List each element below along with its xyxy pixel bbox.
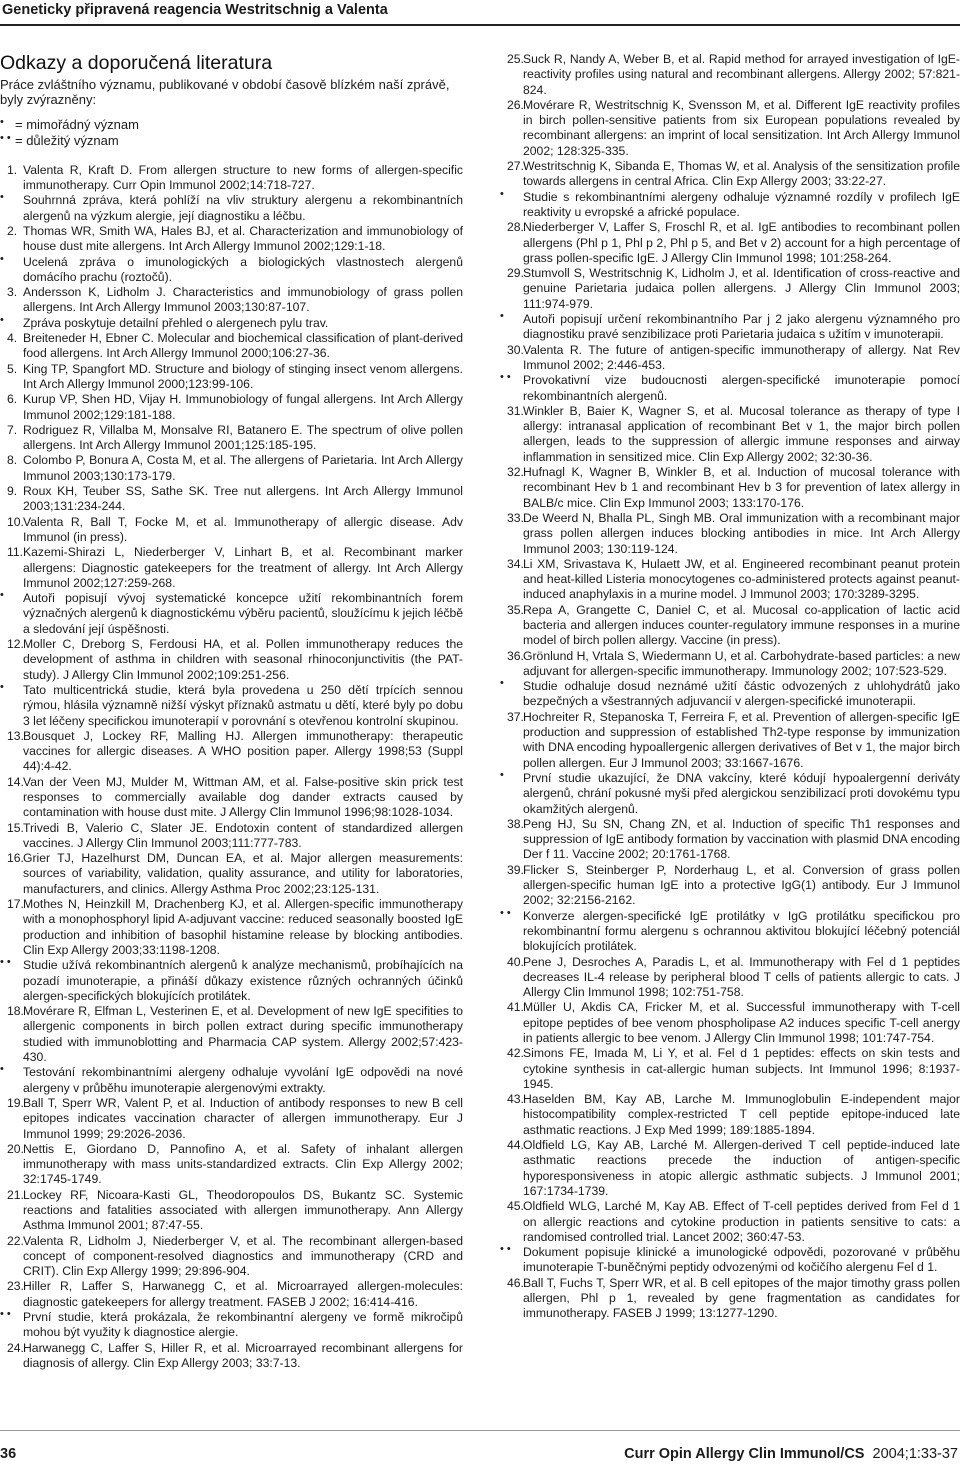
reference-number: 39.	[507, 862, 524, 877]
reference-entry	[0, 1096, 463, 1142]
reference-entry	[500, 1199, 960, 1245]
reference-number: 44.	[507, 1138, 524, 1153]
bullet-icon: •	[500, 310, 504, 323]
reference-entry	[0, 1279, 463, 1310]
reference-text: Movérare R, Elfman L, Vesterinen E, et al. Development of new IgE specifities to allergenic components in birch pollen extract during specific immunotherapy studied with immunoblotting and Pharmacia CAP system. Allergy 2002;57:423-430.	[23, 1004, 463, 1065]
reference-entry	[0, 1234, 463, 1280]
reference-text: Winkler B, Baier K, Wagner S, et al. Mucosal tolerance as therapy of type I allergy: intranasal application of recombinant Bet v 1, the major birch pollen allergen, leads to the suppression of allergic immune responses and airway inflammation in sensitized mice. Clin Exp Allergy 2002; 32:30-36.	[523, 403, 960, 464]
reference-number: 6.	[7, 392, 18, 407]
reference-text: Rodriguez R, Villalba M, Monsalve RI, Batanero E. The spectrum of olive pollen allergens. Int Arch Allergy Immunol 2001;125:185-195.	[23, 422, 463, 453]
reference-text: King TP, Spangfort MD. Structure and biology of stinging insect venom allergens. Int Arch Allergy Immunol 2000;123:99-106.	[23, 361, 463, 391]
double-bullet-icon: • •	[0, 131, 11, 144]
legend-label: = mimořádný význam	[15, 117, 139, 133]
reference-entry	[500, 98, 960, 159]
reference-text: Hiller R, Laffer S, Harwanegg C, et al. Microarrayed allergen-molecules: diagnostic gatekeepers for allergy treatment. FASEB J 2002; 16:414-416.	[23, 1279, 463, 1309]
significance-legend	[0, 117, 463, 147]
journal-volume: 2004;1:33-37	[872, 1446, 958, 1462]
reference-text: Oldfield WLG, Larché M, Kay AB. Effect of T-cell peptides derived from Fel d 1 on allergic reactions and cytokine production in patients sensitive to cats: a randomised controlled trial. Lancet 2002; 360:47-53.	[523, 1199, 960, 1244]
annotation-note	[0, 680, 463, 729]
reference-text: Hochreiter R, Stepanoska T, Ferreira F, et al. Prevention of allergen-specific IgE production and suppression of established Th2-type response by immunization with DNA encoding hypoallergenic allergen derivatives of Bet v 1, the major birch pollen allergen. Eur J Immunol 2003; 33:1667-1676.	[523, 709, 960, 770]
annotation-note	[500, 1245, 960, 1276]
reference-number: 8.	[7, 453, 18, 468]
reference-entry	[500, 603, 960, 649]
reference-number: 18.	[7, 1004, 24, 1019]
annotation-text: První studie, která prokázala, že rekombinantní alergeny ve formě mikročipů mohou být využity k diagnostice alergie.	[23, 1310, 463, 1340]
reference-number: 25.	[507, 52, 524, 66]
annotation-note	[500, 187, 960, 221]
reference-entry	[500, 649, 960, 680]
bullet-icon: •	[0, 589, 4, 602]
annotation-text: Testování rekombinantními alergeny odhaluje vyvolání IgE odpovědi na nové alergeny v průběhu imunoterapie alergenovými extrakty.	[23, 1065, 463, 1095]
bullet-icon: •	[0, 252, 4, 265]
reference-number: 30.	[507, 342, 524, 357]
annotation-text: Tato multicentrická studie, která byla provedena u 250 dětí trpících sennou rýmou, hlásila významně nižší výskyt příznaků astmatu u dětí, které byly po dobu 3 let léčeny specifickou imunoterapií v porovnání s otevřenou kontrolní skupinou.	[23, 682, 463, 728]
reference-number: 46.	[507, 1275, 524, 1290]
reference-entry	[500, 465, 960, 511]
annotation-text: Studie s rekombinantními alergeny odhaluje významné rozdíly v profilech IgE reaktivity u evropské a africké populace.	[523, 189, 960, 219]
reference-text: De Weerd N, Bhalla PL, Singh MB. Oral immunization with a recombinant major grass pollen allergen induces blocking antibodies in mice. Int Arch Allergy Immunol 2003; 130:119-124.	[523, 510, 960, 556]
reference-text: Valenta R, Lidholm J, Niederberger V, et al. The recombinant allergen-based concept of component-resolved diagnostics and immunotherapy (CRD and CRIT). Clin Exp Allergy 1999; 29:896-904.	[23, 1233, 463, 1279]
reference-number: 34.	[507, 556, 524, 571]
reference-list-left	[0, 163, 463, 1371]
reference-number: 35.	[507, 602, 524, 617]
legend-row	[0, 133, 463, 148]
double-bullet-icon: • •	[0, 1308, 11, 1321]
reference-text: Van der Veen MJ, Mulder M, Wittman AM, et al. False-positive skin prick test responses to commercially available dog dander extracts caused by contamination with house dust mite. J Allergy Clin Immunol 1996;98:1028-1034.	[23, 774, 463, 820]
annotation-note	[0, 1310, 463, 1341]
annotation-text: První studie ukazující, že DNA vakcíny, které kódují hypoalergenní deriváty alergenů, chrání pokusné myši před alergickou senzibilizací proti dovokému typu okamžitých alergenů.	[523, 770, 960, 816]
legend-label: = důležitý význam	[15, 132, 119, 148]
reference-text: Valenta R. The future of antigen-specific immunotherapy of allergy. Nat Rev Immunol 2002; 2:446-453.	[523, 342, 960, 372]
reference-number: 40.	[507, 954, 524, 969]
page-number: 36	[0, 1446, 17, 1462]
annotation-note	[0, 193, 463, 224]
footer-rule	[0, 1430, 960, 1431]
reference-number: 27.	[507, 159, 524, 174]
reference-text: Ball T, Sperr WR, Valent P, et al. Induction of antibody responses to new B cell epitopes indicates vaccination character of allergen immunotherapy. Eur J Immunol 1999; 29:2026-2036.	[23, 1095, 463, 1141]
reference-entry	[0, 545, 463, 591]
reference-number: 33.	[507, 510, 524, 525]
reference-entry	[0, 362, 463, 393]
reference-entry	[500, 220, 960, 266]
reference-text: Valenta R, Ball T, Focke M, et al. Immunotherapy of allergic disease. Adv Immunol (in press).	[23, 514, 463, 544]
header-title: Geneticky připravená reagencia Westritschnig a Valenta	[2, 2, 388, 18]
reference-entry	[500, 343, 960, 374]
reference-entry	[0, 1004, 463, 1065]
bullet-icon: •	[0, 1063, 4, 1076]
reference-text: Pene J, Desroches A, Paradis L, et al. Immunotherapy with Fel d 1 peptides decreases IL-4 release by peripheral blood T cells of patients allergic to cats. J Allergy Clin Immunol 1998; 102:751-758.	[523, 954, 960, 1000]
reference-number: 26.	[507, 97, 524, 112]
reference-entry	[0, 821, 463, 852]
annotation-note	[0, 313, 463, 331]
annotation-text: Dokument popisuje klinické a imunologické odpovědi, pozorované v průběhu imunoterapie T-buněčnými peptidy odvozenými od kočičího alergenu Fel d 1.	[523, 1245, 960, 1275]
annotation-note	[500, 768, 960, 817]
annotation-note	[500, 373, 960, 404]
reference-text: Bousquet J, Lockey RF, Malling HJ. Allergen immunotherapy: therapeutic vaccines for allergic diseases. A WHO position paper. Allergy 1998;53 (Suppl 44):4-42.	[23, 728, 463, 774]
annotation-text: Konverze alergen-specifické IgE protilátky v IgG protilátku specifickou pro rekombinantní formu alergenu s ochrannou aktivitou blokující léčebný potenciál blokujících protilátek.	[523, 908, 960, 954]
reference-text: Niederberger V, Laffer S, Froschl R, et al. IgE antibodies to recombinant pollen allergens (Phl p 1, Phl p 2, Phl p 5, and Bet v 2) account for a high percentage of grass pollen-specific IgE. J Allergy Clin Immunol 1998; 101:258-264.	[523, 220, 960, 265]
reference-entry	[0, 1341, 463, 1372]
annotation-note	[0, 252, 463, 286]
reference-text: Li XM, Srivastava K, Hulaett JW, et al. Engineered recombinant peanut protein and heat-killed Listeria monocytogenes co-administered protects against peanut-induced anaphylaxis in a murine model. J Immunol 2003; 170:3289-3295.	[523, 556, 960, 602]
reference-number: 17.	[7, 897, 24, 912]
reference-number: 20.	[7, 1141, 24, 1156]
bullet-icon: •	[500, 187, 504, 200]
reference-entry	[0, 775, 463, 821]
reference-number: 31.	[507, 403, 524, 418]
reference-text: Simons FE, Imada M, Li Y, et al. Fel d 1 peptides: effects on skin tests and cytokine synthesis in cat-allergic human subjects. Int Immunol 1996; 8:1937-1945.	[523, 1046, 960, 1091]
reference-text: Grönlund H, Vrtala S, Wiedermann U, et al. Carbohydrate-based particles: a new adjuvant for allergen-specific immunotherapy. Immunology 2002; 107:523-529.	[523, 648, 960, 678]
section-intro: Práce zvláštního významu, publikované v období časově blízkém naší zprávě, byly zvýrazněny:	[0, 77, 450, 108]
journal-citation	[624, 1446, 958, 1462]
reference-text: Andersson K, Lidholm J. Characteristics and immunobiology of grass pollen allergens. Int Arch Allergy Immunol 2003;130:87-107.	[23, 285, 463, 315]
reference-text: Westritschnig K, Sibanda E, Thomas W, et al. Analysis of the sensitization profile towards allergens in central Africa. Clin Exp Allergy 2003; 33:22-27.	[523, 159, 960, 189]
reference-number: 9.	[7, 484, 18, 499]
reference-entry	[500, 159, 960, 190]
reference-text: Müller U, Akdis CA, Fricker M, et al. Successful immunotherapy with T-cell epitope peptides of bee venom phospholipase A2 induces specific T-cell anergy in patients allergic to bee venom. J Allergy Clin Immunol 1998; 101:747-754.	[523, 1000, 960, 1045]
journal-name: Curr Opin Allergy Clin Immunol/CS	[624, 1446, 865, 1462]
reference-number: 43.	[507, 1092, 524, 1107]
reference-number: 23.	[7, 1279, 24, 1294]
reference-text: Movérare R, Westritschnig K, Svensson M, et al. Different IgE reactivity profiles in birch pollen-sensitive patients from six European populations revealed by recombinant allergens: an imprint of local sensitization. Int Arch Allergy Immunol 2002; 128:325-335.	[523, 97, 960, 158]
reference-number: 45.	[507, 1199, 524, 1214]
reference-number: 5.	[7, 361, 18, 376]
annotation-text: Ucelená zpráva o imunologických a biologických vlastnostech alergenů domácího prachu (roztočů).	[23, 254, 463, 284]
reference-entry	[500, 863, 960, 909]
reference-text: Breiteneder H, Ebner C. Molecular and biochemical classification of plant-derived food allergens. Int Arch Allergy Immunol 2000;106:27-36.	[23, 331, 463, 361]
reference-text: Roux KH, Teuber SS, Sathe SK. Tree nut allergens. Int Arch Allergy Immunol 2003;131:234-244.	[23, 484, 463, 514]
reference-text: Mothes N, Heinzkill M, Drachenberg KJ, et al. Allergen-specific immunotherapy with a monophosphoryl lipid A-adjuvant vaccine: reduced seasonally boosted IgE production and inhibition of basophil histamine release by blocking antibodies. Clin Exp Allergy 2003;33:1198-1208.	[23, 897, 463, 957]
annotation-text: Autoři popisují určení rekombinantního Par j 2 jako alergenu významného pro diagnostiku pravé senzibilizace proti Parietaria judaica s užitím v imunoterapii.	[523, 312, 960, 342]
reference-entry	[500, 404, 960, 465]
reference-text: Hufnagl K, Wagner B, Winkler B, et al. Induction of mucosal tolerance with recombinant Hev b 1 and recombinant Hev b 3 for prevention of latex allergy in BALB/c mice. Clin Exp Immunol 2003; 133:170-176.	[523, 465, 960, 510]
reference-text: Ball T, Fuchs T, Sperr WR, et al. B cell epitopes of the major timothy grass pollen allergen, Phl p 1, revealed by gene fragmentation as candidates for immunotherapy. FASEB J 1999; 13:1277-1290.	[523, 1275, 960, 1321]
bullet-icon: •	[500, 677, 504, 690]
reference-entry	[500, 1092, 960, 1138]
annotation-note	[500, 679, 960, 710]
reference-number: 29.	[507, 266, 524, 281]
reference-number: 7.	[7, 422, 18, 437]
reference-entry	[0, 637, 463, 683]
reference-number: 36.	[507, 648, 524, 663]
running-header	[0, 0, 960, 26]
right-column	[500, 52, 960, 1322]
reference-entry	[500, 1138, 960, 1199]
reference-entry	[0, 1142, 463, 1188]
reference-number: 21.	[7, 1187, 24, 1202]
annotation-text: Souhrnná zpráva, která pohlíží na vliv struktury alergenu a rekombinantních alergenů na výzkum alergie, její diagnostiku a léčbu.	[23, 193, 463, 223]
reference-text: Flicker S, Steinberger P, Norderhaug L, et al. Conversion of grass pollen allergen-specific human IgE into a protective IgG(1) antibody. Eur J Immunol 2002; 32:2156-2162.	[523, 862, 960, 908]
reference-number: 24.	[7, 1340, 24, 1355]
bullet-icon: •	[0, 680, 4, 693]
annotation-text: Provokativní vize budoucnosti alergen-specifické imunoterapie pomocí rekombinantních alergenů.	[523, 373, 960, 403]
reference-entry	[0, 163, 463, 194]
annotation-text: Studie odhaluje dosud neznámé užití částic odvozených z uhlohydrátů jako bezpečných a všestranných adjuvancií v alergen-specifické imunoterapii.	[523, 679, 960, 709]
reference-entry	[0, 331, 463, 362]
reference-number: 41.	[507, 1000, 524, 1015]
reference-entry	[500, 1000, 960, 1046]
reference-entry	[500, 817, 960, 863]
reference-number: 12.	[7, 637, 24, 652]
reference-number: 14.	[7, 774, 24, 789]
reference-number: 3.	[7, 285, 18, 300]
reference-entry	[500, 1046, 960, 1092]
reference-entry	[500, 52, 960, 98]
reference-entry	[0, 515, 463, 546]
reference-entry	[0, 453, 463, 484]
double-bullet-icon: • •	[500, 371, 511, 384]
section-title: Odkazy a doporučená literatura	[0, 52, 273, 74]
annotation-note	[0, 1065, 463, 1096]
reference-number: 37.	[507, 709, 524, 724]
double-bullet-icon: • •	[500, 906, 511, 919]
reference-entry	[500, 557, 960, 603]
reference-number: 19.	[7, 1095, 24, 1110]
reference-entry	[0, 423, 463, 454]
reference-number: 13.	[7, 728, 24, 743]
reference-number: 10.	[7, 514, 24, 529]
reference-entry	[0, 729, 463, 775]
annotation-note	[500, 906, 960, 955]
reference-number: 11.	[7, 545, 24, 560]
reference-text: Peng HJ, Su SN, Chang ZN, et al. Induction of specific Th1 responses and suppression of IgE antibody formation by vaccination with plasmid DNA encoding Der f 11. Vaccine 2002; 20:1761-1768.	[523, 816, 960, 862]
reference-number: 28.	[507, 220, 524, 235]
annotation-note	[500, 312, 960, 343]
annotation-note	[0, 591, 463, 637]
double-bullet-icon: • •	[0, 956, 11, 969]
reference-text: Colombo P, Bonura A, Costa M, et al. The allergens of Parietaria. Int Arch Allergy Immunol 2003;130:173-179.	[23, 453, 463, 483]
reference-text: Nettis E, Giordano D, Pannofino A, et al. Safety of inhalant allergen immunotherapy with mass units-standardized extracts. Clin Exp Allergy 2002; 32:1745-1749.	[23, 1141, 463, 1187]
reference-number: 22.	[7, 1233, 24, 1248]
reference-number: 2.	[7, 224, 18, 238]
reference-text: Haselden BM, Kay AB, Larche M. Immunoglobulin E-independent major histocompatibility complex-restricted T cell peptide epitope-induced late asthmatic reactions. J Exp Med 1999; 189:1885-1894.	[523, 1092, 960, 1137]
reference-text: Suck R, Nandy A, Weber B, et al. Rapid method for arrayed investigation of IgE-reactivity profiles using natural and recombinant allergens. Allergy 2002; 57:821-824.	[523, 52, 960, 97]
reference-text: Trivedi B, Valerio C, Slater JE. Endotoxin content of standardized allergen vaccines. J Allergy Clin Immunol 2003;111:777-783.	[23, 820, 463, 850]
left-column	[0, 52, 463, 1371]
bullet-icon: •	[0, 191, 4, 204]
reference-text: Kurup VP, Shen HD, Vijay H. Immunobiology of fungal allergens. Int Arch Allergy Immunol 2002;129:181-188.	[23, 392, 463, 422]
reference-text: Valenta R, Kraft D. From allergen structure to new forms of allergen-specific immunotherapy. Curr Opin Immunol 2002;14:718-727.	[23, 162, 463, 193]
reference-entry	[0, 1188, 463, 1234]
reference-text: Harwanegg C, Laffer S, Hiller R, et al. Microarrayed recombinant allergens for diagnosis of allergy. Clin Exp Allergy 2003; 33:7-13.	[23, 1340, 463, 1370]
annotation-text: Zpráva poskytuje detailní přehled o alergenech pylu trav.	[23, 315, 329, 330]
reference-text: Repa A, Grangette C, Daniel C, et al. Mucosal co-application of lactic acid bacteria and allergen induces counter-regulatory immune responses in a murine model of birch pollen allergy. Vaccine (in press).	[523, 602, 960, 648]
reference-text: Lockey RF, Nicoara-Kasti GL, Theodoropoulos DS, Bukantz SC. Systemic reactions and fatalities associated with allergen immunotherapy. Ann Allergy Asthma Immunol 2001; 87:47-55.	[23, 1187, 463, 1233]
reference-entry	[500, 266, 960, 312]
reference-number: 15.	[7, 820, 24, 835]
annotation-text: Studie užívá rekombinantních alergenů k analýze mechanismů, probíhajících na pozadí imunoterapie, a přináší důkazy existence různých ochranných účinků alergen-specifických blokujících protilátek.	[23, 958, 463, 1003]
reference-text: Grier TJ, Hazelhurst DM, Duncan EA, et al. Major allergen measurements: sources of variability, validation, quality assurance, and utility for laboratories, manufacturers, and clinics. Allergy Asthma Proc 2002;23:125-131.	[23, 851, 463, 896]
bullet-icon: •	[0, 313, 4, 326]
reference-entry	[0, 224, 463, 255]
reference-number: 1.	[7, 162, 18, 177]
reference-number: 32.	[507, 465, 524, 480]
legend-row	[0, 117, 463, 132]
reference-entry	[500, 1276, 960, 1322]
reference-entry	[0, 392, 463, 423]
reference-entry	[0, 897, 463, 958]
reference-entry	[500, 710, 960, 771]
reference-entry	[500, 511, 960, 557]
reference-number: 4.	[7, 331, 18, 346]
reference-text: Stumvoll S, Westritschnig K, Lidholm J, et al. Identification of cross-reactive and genuine Parietaria judaica pollen allergens. J Allergy Clin Immunol 2003; 111:974-979.	[523, 266, 960, 311]
bullet-icon: •	[500, 768, 504, 781]
annotation-text: Autoři popisují vývoj systematické koncepce užití rekombinantních forem význačných alergenů k diagnostickému výběru pacientů, sloužícímu k jejich léčbě a sledování její úspěšnosti.	[23, 591, 463, 636]
reference-text: Kazemi-Shirazi L, Niederberger V, Linhart B, et al. Recombinant marker allergens: Diagnostic gatekeepers for the treatment of allergy. Int Arch Allergy Immunol 2002;127:259-268.	[23, 545, 463, 590]
reference-list-right	[500, 52, 960, 1322]
reference-number: 42.	[507, 1046, 524, 1061]
double-bullet-icon: • •	[500, 1243, 511, 1256]
reference-entry	[500, 955, 960, 1001]
reference-number: 16.	[7, 851, 24, 866]
reference-text: Oldfield LG, Kay AB, Larché M. Allergen-derived T cell peptide-induced late asthmatic reactions precede the induction of antigen-specific hyporesponsiveness in atopic allergic asthmatic subjects. J Immunol 2001; 167:1734-1739.	[523, 1138, 960, 1198]
reference-entry	[0, 484, 463, 515]
header-rule	[0, 24, 960, 26]
reference-text: Thomas WR, Smith WA, Hales BJ, et al. Characterization and immunobiology of house dust mite allergens. Int Arch Allergy Immunol 2002;129:1-18.	[23, 224, 463, 254]
bullet-icon: •	[0, 116, 4, 129]
annotation-note	[0, 958, 463, 1004]
reference-number: 38.	[507, 816, 524, 831]
reference-entry	[0, 851, 463, 897]
reference-entry	[0, 285, 463, 316]
reference-text: Moller C, Dreborg S, Ferdousi HA, et al. Pollen immunotherapy reduces the development of asthma in children with seasonal rhinoconjunctivitis (the PAT-study). J Allergy Clin Immunol 2002;109:251-256.	[23, 637, 463, 682]
